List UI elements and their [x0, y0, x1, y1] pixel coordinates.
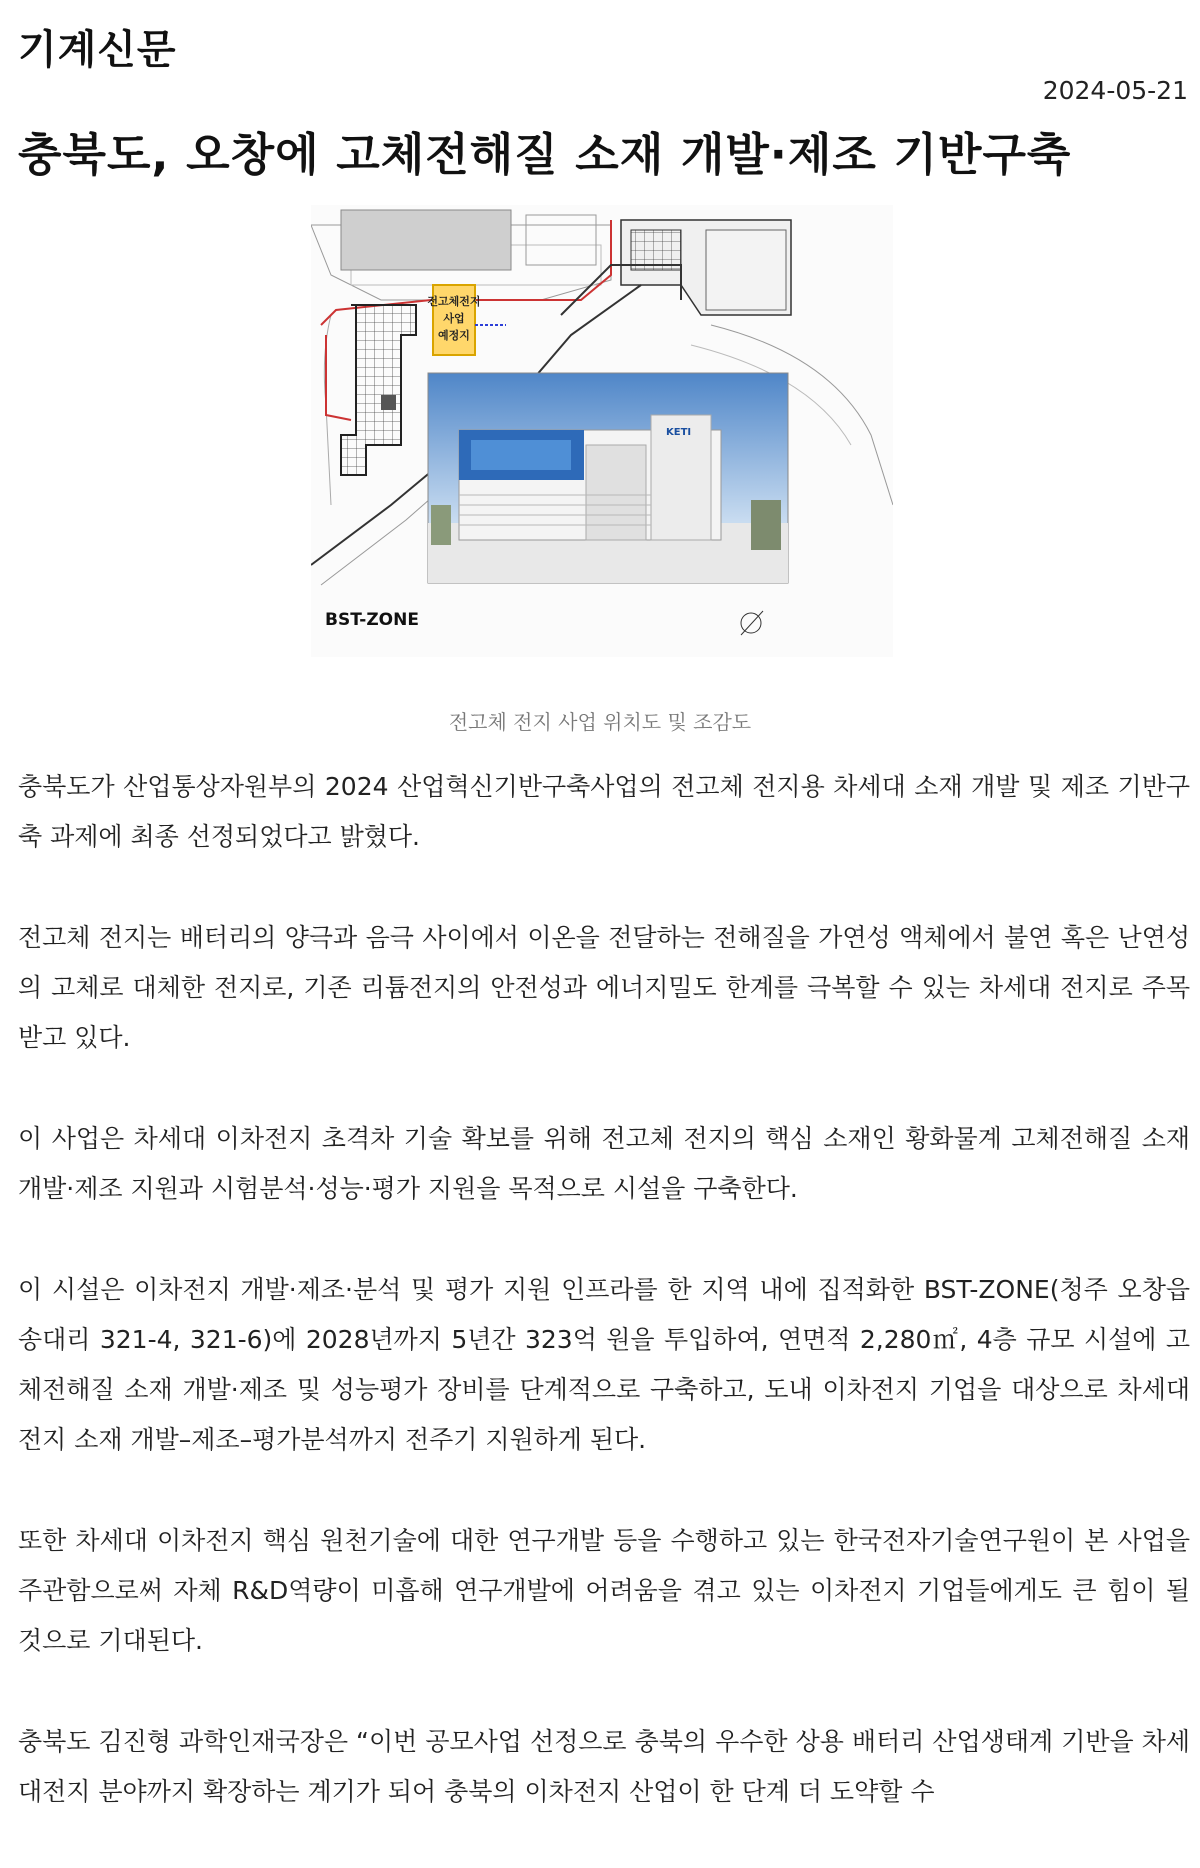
- paragraph: 충북도가 산업통상자원부의 2024 산업혁신기반구축사업의 전고체 전지용 차세대 소재 개발 및 제조 기반구축 과제에 최종 선정되었다고 밝혔다.: [18, 772, 1190, 851]
- site-plan-illustration: [311, 205, 893, 657]
- article-figure: [311, 205, 893, 657]
- paragraph: 전고체 전지는 배터리의 양극과 음극 사이에서 이온을 전달하는 전해질을 가연성 액체에서 불연 혹은 난연성의 고체로 대체한 전지로, 기존 리튬전지의 안전성과 에너지밀도 한계를 극복할 수 있는 차세대 전지로 주목받고 있다.: [18, 923, 1190, 1052]
- article-body: [18, 762, 1190, 1868]
- site-zone-label: BST-ZONE: [325, 610, 419, 630]
- callout-line-2: 사업: [443, 312, 465, 325]
- article-headline: 충북도, 오창에 고체전해질 소재 개발·제조 기반구축: [18, 128, 1072, 181]
- paragraph: 이 시설은 이차전지 개발·제조·분석 및 평가 지원 인프라를 한 지역 내에 집적화한 BST-ZONE(청주 오창읍 송대리 321-4, 321-6)에 2028년까지 5년간 323억 원을 투입하여, 연면적 2,280㎡, 4층 규모 시설에 고체전해질 소재 개발·제조 및 성능평가 장비를 단계적으로 구축하고, 도내 이차전지 기업을 대상으로 차세대전지 소재 개발–제조–평가분석까지 전주기 지원하게 된다.: [18, 1275, 1190, 1454]
- paragraph: 충북도 김진형 과학인재국장은 “이번 공모사업 선정으로 충북의 우수한 상용 배터리 산업생태계 기반을 차세대전지 분야까지 확장하는 계기가 되어 충북의 이차전지 산업이 한 단계 더 도약할 수: [18, 1727, 1190, 1806]
- figure-caption: 전고체 전지 사업 위치도 및 조감도: [448, 710, 752, 734]
- article-date: 2024-05-21: [1042, 76, 1188, 105]
- paragraph: 또한 차세대 이차전지 핵심 원천기술에 대한 연구개발 등을 수행하고 있는 한국전자기술연구원이 본 사업을 주관함으로써 자체 R&D역량이 미흡해 연구개발에 어려움을 겪고 있는 이차전지 기업들에게도 큰 힘이 될 것으로 기대된다.: [18, 1526, 1190, 1655]
- publication-name: 기계신문: [18, 27, 177, 73]
- callout-line-1: 전고체전지: [427, 295, 481, 308]
- paragraph: 이 사업은 차세대 이차전지 초격차 기술 확보를 위해 전고체 전지의 핵심 소재인 황화물계 고체전해질 소재 개발·제조 지원과 시험분석·성능·평가 지원을 목적으로 시설을 구축한다.: [18, 1124, 1190, 1203]
- rendering-brand-label: KETI: [666, 427, 692, 438]
- callout-line-3: 예정지: [438, 329, 470, 342]
